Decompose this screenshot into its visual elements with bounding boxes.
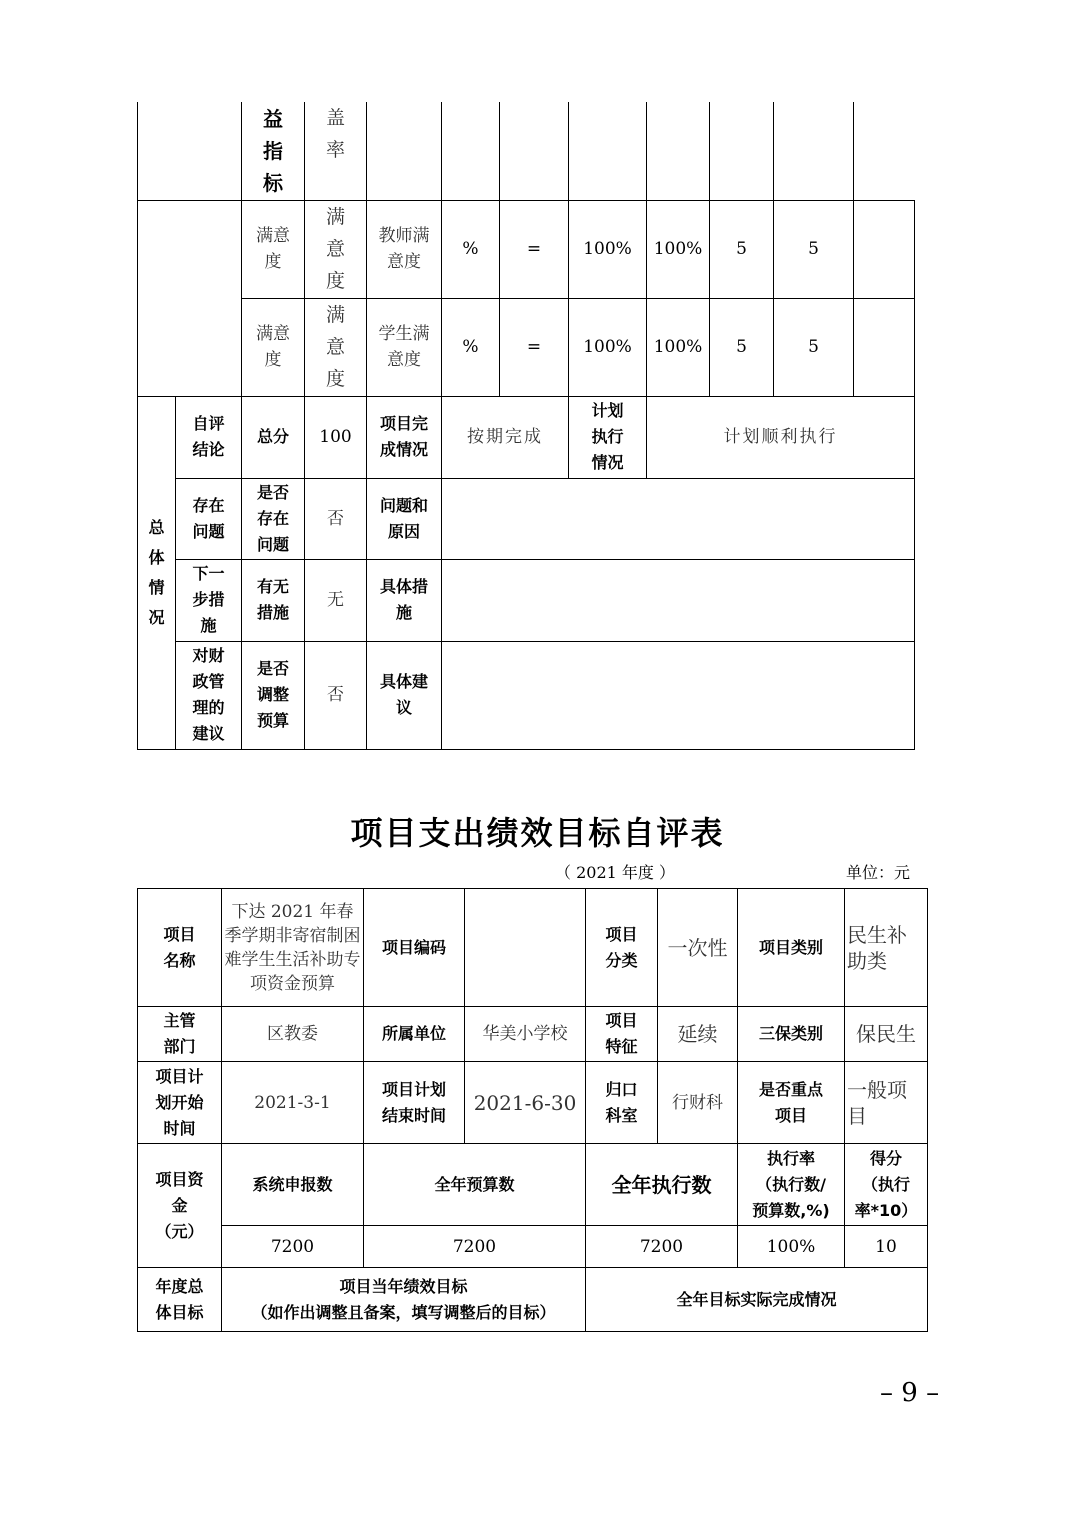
level2-label: 满意度 [242, 200, 305, 298]
indicator-target: 100% [569, 200, 647, 298]
level3-label: 满 意 度 [305, 298, 367, 396]
indicator-op: = [500, 200, 569, 298]
indicator-op: = [500, 298, 569, 396]
suggestion-q-value: 否 [305, 641, 367, 749]
project-type-label: 项目类别 [738, 889, 845, 1007]
indicator-name: 学生满意度 [367, 298, 442, 396]
feature-value: 延续 [658, 1007, 738, 1062]
goal-label: 年度总 体目标 [138, 1268, 222, 1332]
key-project-value: 一般项目 [845, 1062, 928, 1144]
start-time-value: 2021-3-1 [222, 1062, 364, 1144]
problem-label: 存在 问题 [176, 478, 242, 559]
total-score-label: 总分 [242, 396, 305, 478]
overall-label: 总 体 情 况 [138, 396, 176, 749]
indicator-score: 5 [774, 298, 854, 396]
indicator-actual: 100% [647, 298, 710, 396]
benefit-indicator-label: 益 指 标 [242, 102, 305, 200]
feature-label: 项目 特征 [586, 1007, 658, 1062]
executed-value: 7200 [586, 1226, 738, 1268]
key-project-label: 是否重点 项目 [738, 1062, 845, 1144]
actual-header: 全年目标实际完成情况 [586, 1268, 928, 1332]
coverage-fragment: 盖 率 [305, 102, 367, 200]
suggestion-detail-value [442, 641, 915, 749]
indicator-weight: 5 [710, 200, 774, 298]
end-time-label: 项目计划 结束时间 [364, 1062, 465, 1144]
table-row [138, 200, 915, 298]
top-table [137, 102, 915, 750]
next-step-detail-value [442, 559, 915, 641]
project-class-label: 项目 分类 [586, 889, 658, 1007]
project-type-value: 民生补助类 [845, 889, 928, 1007]
indicator-unit: % [442, 200, 500, 298]
self-eval-table [137, 888, 928, 1332]
problem-detail-label: 问题和 原因 [367, 478, 442, 559]
suggestion-label: 对财 政管 理的 建议 [176, 641, 242, 749]
page-title: 项目支出绩效目标自评表 [350, 814, 725, 852]
project-name-label: 项目 名称 [138, 889, 222, 1007]
plan-label: 计划 执行 情况 [569, 396, 647, 478]
rate-label: 执行率 （执行数/ 预算数,%) [738, 1144, 845, 1226]
sanbao-label: 三保类别 [738, 1007, 845, 1062]
year-label: （ 2021 年度 ） [555, 863, 675, 882]
score-value: 10 [845, 1226, 928, 1268]
end-time-value: 2021-6-30 [465, 1062, 586, 1144]
next-step-q-value: 无 [305, 559, 367, 641]
suggestion-detail-label: 具体建 议 [367, 641, 442, 749]
budget-label: 全年预算数 [364, 1144, 586, 1226]
score-label: 得分 （执行 率*10） [845, 1144, 928, 1226]
suggestion-q-label: 是否 调整 预算 [242, 641, 305, 749]
problem-q-value: 否 [305, 478, 367, 559]
page-number: – 9 – [880, 1378, 940, 1408]
next-step-q-label: 有无 措施 [242, 559, 305, 641]
unit-name-value: 华美小学校 [465, 1007, 586, 1062]
table-row [138, 298, 915, 396]
unit-label: 单位：元 [846, 863, 911, 882]
indicator-name: 教师满意度 [367, 200, 442, 298]
indicator-target: 100% [569, 298, 647, 396]
executed-label: 全年执行数 [586, 1144, 738, 1226]
start-time-label: 项目计 划开始 时间 [138, 1062, 222, 1144]
completion-label: 项目完 成情况 [367, 396, 442, 478]
completion-value: 按期完成 [442, 396, 569, 478]
sanbao-value: 保民生 [845, 1007, 928, 1062]
unit-name-label: 所属单位 [364, 1007, 465, 1062]
declared-value: 7200 [222, 1226, 364, 1268]
project-class-value: 一次性 [658, 889, 738, 1007]
level3-label: 满 意 度 [305, 200, 367, 298]
office-value: 行财科 [658, 1062, 738, 1144]
indicator-score: 5 [774, 200, 854, 298]
next-step-detail-label: 具体措 施 [367, 559, 442, 641]
funds-label: 项目资 金 （元） [138, 1144, 222, 1268]
project-name-value: 下达 2021 年春季学期非寄宿制困难学生生活补助专项资金预算 [222, 889, 364, 1007]
indicator-unit: % [442, 298, 500, 396]
total-score-value: 100 [305, 396, 367, 478]
declared-label: 系统申报数 [222, 1144, 364, 1226]
budget-value: 7200 [364, 1226, 586, 1268]
goal-header: 项目当年绩效目标 （如作出调整且备案，填写调整后的目标） [222, 1268, 586, 1332]
project-code-value [465, 889, 586, 1007]
blank-left [138, 102, 242, 200]
indicator-actual: 100% [647, 200, 710, 298]
indicator-weight: 5 [710, 298, 774, 396]
dept-label: 主管 部门 [138, 1007, 222, 1062]
project-code-label: 项目编码 [364, 889, 465, 1007]
problem-q-label: 是否 存在 问题 [242, 478, 305, 559]
plan-value: 计划顺利执行 [647, 396, 915, 478]
office-label: 归口 科室 [586, 1062, 658, 1144]
problem-detail-value [442, 478, 915, 559]
rate-value: 100% [738, 1226, 845, 1268]
level2-label: 满意度 [242, 298, 305, 396]
dept-value: 区教委 [222, 1007, 364, 1062]
next-step-label: 下一 步措 施 [176, 559, 242, 641]
self-eval-label: 自评 结论 [176, 396, 242, 478]
